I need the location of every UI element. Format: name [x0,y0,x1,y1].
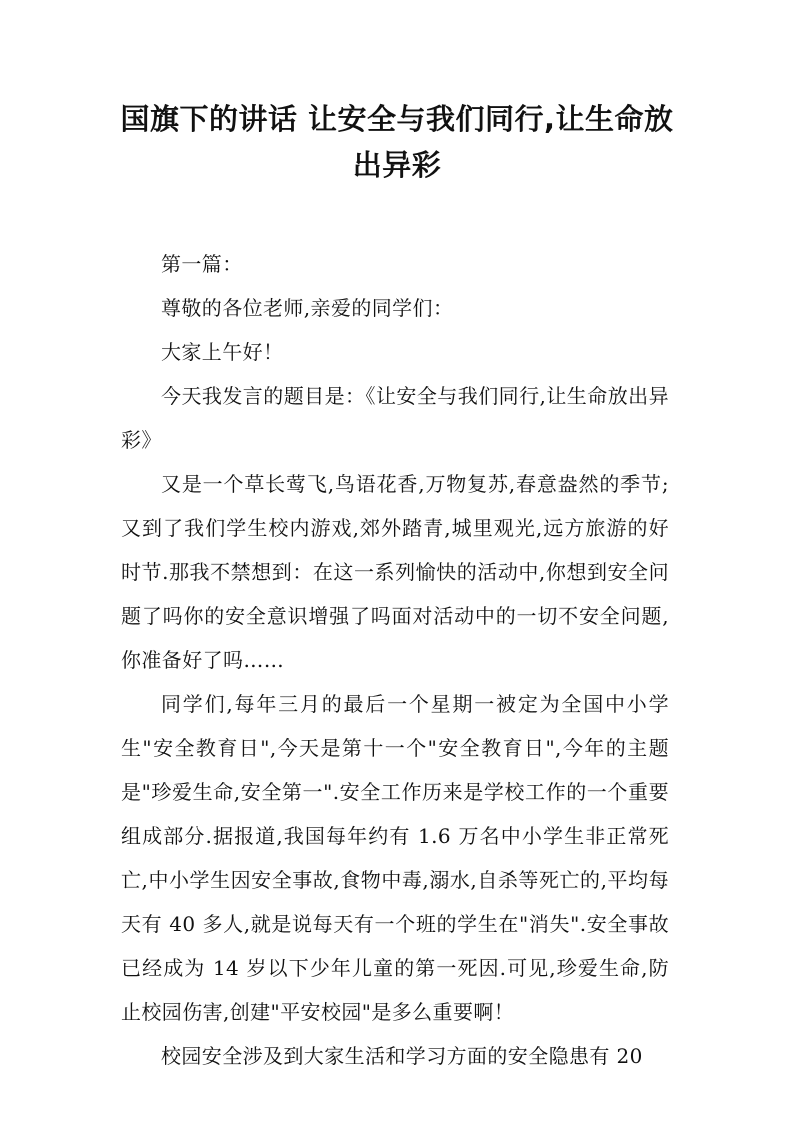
paragraph-safety-day: 同学们,每年三月的最后一个星期一被定为全国中小学生"安全教育日",今天是第十一个"安全教育日",今年的主题是"珍爱生命,安全第一".安全工作历来是学校工作的一个重要组成部分.据报道,我国每年约有 1.6 万名中小学生非正常死亡,中小学生因安全事故,食物中毒,溺水,自杀等死亡的,平均每天有 40 多人,就是说每天有一个班的学生在"消失".安全事故已经成为 14 岁以下少年儿童的第一死因.可见,珍爱生命,防止校园伤害,创建"平安校园"是多么重要啊！ [121,692,669,1024]
paragraph-season: 又是一个草长莺飞,鸟语花香,万物复苏,春意盎然的季节;又到了我们学生校内游戏,郊外踏青,城里观光,远方旅游的好时节.那我不禁想到：在这一系列愉快的活动中,你想到安全问题了吗你的安全意识增强了吗面对活动中的一切不安全问题,你准备好了吗…… [121,472,669,672]
paragraph-greeting: 大家上午好！ [161,340,284,364]
paragraph-salutation: 尊敬的各位老师,亲爱的同学们： [161,296,454,320]
paragraph-section-heading: 第一篇： [161,252,243,276]
document-title: 国旗下的讲话 让安全与我们同行,让生命放出异彩 [120,102,674,182]
paragraph-campus-safety: 校园安全涉及到大家生活和学习方面的安全隐患有 20 [161,1044,643,1068]
document-body [121,242,669,1078]
paragraph-topic: 今天我发言的题目是：《让安全与我们同行,让生命放出异彩》 [121,384,669,452]
